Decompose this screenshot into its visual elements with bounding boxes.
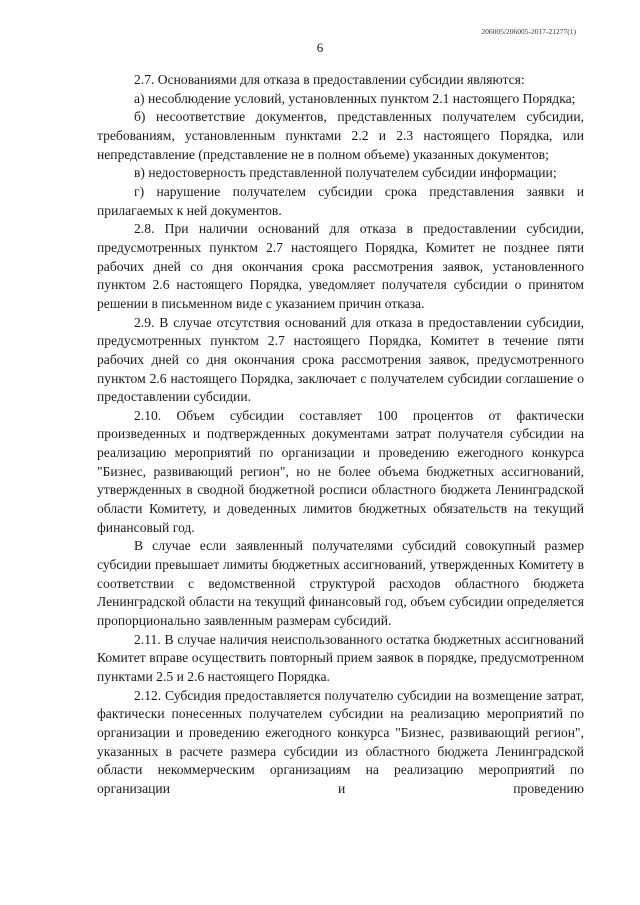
paragraph-2-7-a: а) несоблюдение условий, установленных пунктом 2.1 настоящего Порядка; <box>134 90 576 106</box>
document-body <box>97 71 584 799</box>
paragraph-2-10-continuation: В случае если заявленный получателями субсидий совокупный размер субсидии превышает лимиты бюджетных ассигнований, утвержденных Комитету в соответствии с ведомственной структурой расходов областного бюджета Ленинградской области на текущий финансовый год, объем субсидии определяется пропорционально заявленным размерам субсидий. <box>97 538 584 629</box>
document-id: 206005/206005-2017-21277(1) <box>481 27 576 36</box>
paragraph-2-7: 2.7. Основаниями для отказа в предоставлении субсидии являются: <box>134 72 525 87</box>
paragraph-2-10: 2.10. Объем субсидии составляет 100 процентов от фактически произведенных и подтвержденных документами затрат получателя субсидии на реализацию мероприятий по организации и проведению ежегодного конкурса "Бизнес, развивающий регион", но не более объема бюджетных ассигнований, утвержденных в сводной бюджетной росписи областного бюджета Ленинградской области Комитету, и доведенных лимитов бюджетных обязательств на текущий финансовый год. <box>97 407 584 535</box>
paragraph-2-7-b: б) несоответствие документов, представленных получателем субсидии, требованиям, установленным пунктами 2.2 и 2.3 настоящего Порядка, или непредставление (представление не в полном объеме) указанных документов; <box>97 109 584 162</box>
paragraph-2-7-v: в) недостоверность представленной получателем субсидии информации; <box>134 165 557 181</box>
page-number: 6 <box>316 40 324 55</box>
paragraph-2-7-g: г) нарушение получателем субсидии срока представления заявки и прилагаемых к ней документов. <box>97 183 584 218</box>
paragraph-2-12: 2.12. Субсидия предоставляется получателю субсидии на возмещение затрат, фактически понесенных получателем субсидии на реализацию мероприятий по организации и проведению ежегодного конкурса "Бизнес, развивающий регион", указанных в расчете размера субсидии из областного бюджета Ленинградской области некоммерческим организациям на реализацию мероприятий по организации и проведению <box>97 687 584 796</box>
paragraph-2-11: 2.11. В случае наличия неиспользованного остатка бюджетных ассигнований Комитет вправе осуществить повторный прием заявок в порядке, предусмотренном пунктами 2.5 и 2.6 настоящего Порядка. <box>97 631 584 684</box>
paragraph-2-8: 2.8. При наличии оснований для отказа в предоставлении субсидии, предусмотренных пунктом 2.7 настоящего Порядка, Комитет не позднее пяти рабочих дней со дня окончания срока рассмотрения заявок, установленного пунктом 2.6 настоящего Порядка, уведомляет получателя субсидии о принятом решении в письменном виде с указанием причин отказа. <box>97 221 584 311</box>
paragraph-2-9: 2.9. В случае отсутствия оснований для отказа в предоставлении субсидии, предусмотренных пунктом 2.7 настоящего Порядка, Комитет в течение пяти рабочих дней со дня окончания срока рассмотрения заявок, предусмотренного пунктом 2.6 настоящего Порядка, заключает с получателем субсидии соглашение о предоставлении субсидии. <box>97 314 584 405</box>
